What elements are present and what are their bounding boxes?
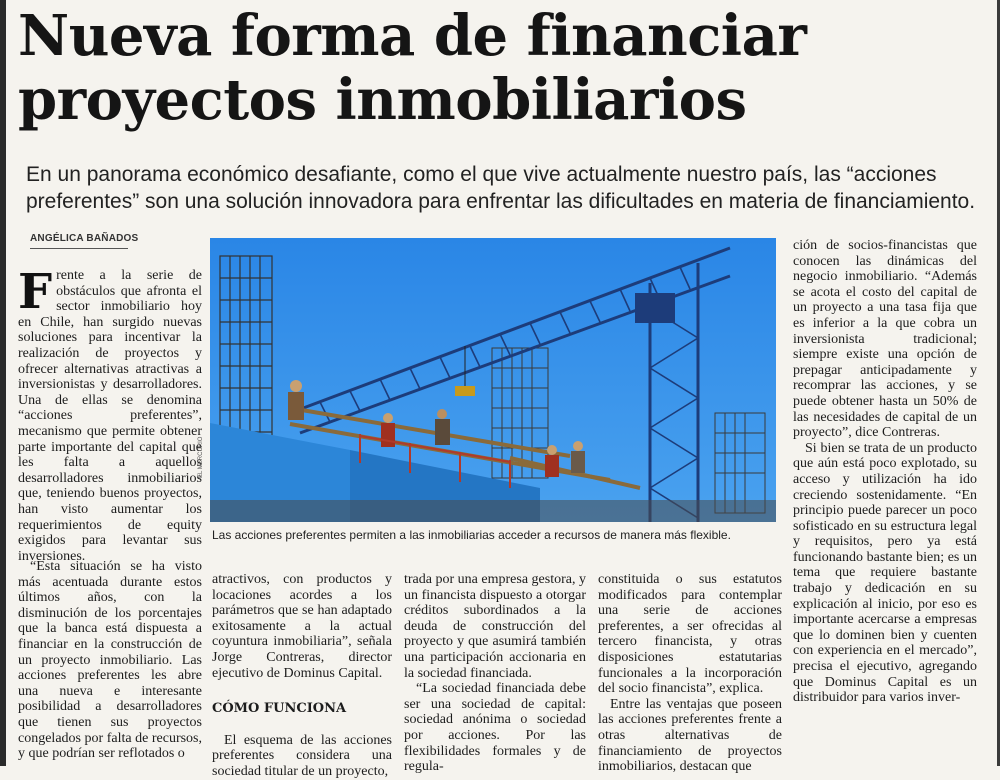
column-1-continued	[18, 559, 202, 762]
photo-credit: EL MERCURIO	[198, 436, 204, 478]
construction-crane-photo	[210, 238, 776, 522]
paragraph: atractivos, con productos y locaciones acordes a los parámetros que se han adaptado exitosamente a la actual coyuntura inmobiliaria”, señala Jorge Contreras, director ejecutivo de Dominus Capital.	[212, 572, 392, 681]
column-1	[18, 264, 202, 564]
byline-rule	[30, 248, 128, 249]
paragraph: “Esta situación se ha visto más acentuada durante estos últimos años, con la disminución de los porcentajes que la banca está dispuesta a financiar en la construcción de un proyecto inmobiliario. Las acciones preferentes les abre una nueva e interesante posibilidad a desarrolladores que tienen sus proyectos congelados por falta de recursos, y que podrían ser reflotados o	[18, 559, 202, 762]
paragraph: constituida o sus estatutos modificados para contemplar una serie de acciones preferentes, a ser ofrecidas al tercero financista, y otras disposiciones estatutarias funcionales a la incorporación del socio financista”, explica.	[598, 572, 782, 697]
column-4	[598, 572, 782, 775]
drop-cap: F	[18, 264, 53, 320]
column-3	[404, 572, 586, 775]
column-5	[793, 238, 977, 706]
deck: En un panorama económico desafiante, como el que vive actualmente nuestro país, las “acciones preferentes” son una solución innovadora para enfrentar las dificultades en materia de financiamiento.	[26, 163, 976, 213]
paragraph: Si bien se trata de un producto que aún está poco explotado, su acceso y utilización ha ido creciendo sostenidamente. “En principio puede parecer un poco sofisticado en su estructura legal y requisitos, pero ya está funcionando bastante bien; es un tema que requiere bastante trabajo y dedicación en su explicación al inicio, por eso es importante acercarse a empresas que lo dominen bien y cuenten con experiencia en el mercado”, precisa el ejecutivo, agregando que Dominus Capital es un distribuidor para varios inver-	[793, 440, 977, 706]
column-2	[212, 572, 392, 780]
byline: ANGÉLICA BAÑADOS	[30, 233, 139, 244]
paragraph: trada por una empresa gestora, y un financista dispuesto a otorgar créditos subordinados a la deuda de construcción del proyecto y que asumirá también una participación accionaria en la sociedad financiada.	[404, 572, 586, 681]
paragraph: El esquema de las acciones preferentes considera una sociedad titular de un proyecto,	[212, 732, 392, 779]
paragraph: “La sociedad financiada debe ser una sociedad de capital: sociedad anónima o sociedad por acciones. Por las flexibilidades formales y de regula-	[404, 681, 586, 775]
paragraph: ción de socios-financistas que conocen las dinámicas del negocio inmobiliario. “Además se acota el costo del capital de un proyecto a una tasa fija que es inferior a la que cobra un inversionista tradicional; siempre existe una opción de prepagar anticipadamente y recomprar las acciones, y se puede obtener hasta un 50% de las necesidades de capital de un proyecto”, dice Contreras.	[793, 238, 977, 441]
lead-paragraph: rente a la serie de obstáculos que afronta el sector inmobiliario hoy en Chile, han surgido nuevas soluciones para incentivar la realización de proyectos y ofrecer alternativas atractivas a inversionistas y desarrolladores. Una de ellas se denomina “acciones preferentes”, mecanismo que permite obtener parte importante del capital que les falta a aquellos desarrolladores inmobiliarios que, teniendo buenos proyectos, han visto aumentar los requerimientos de equity exigidos para levantar sus inversiones.	[18, 268, 202, 564]
subhead: CÓMO FUNCIONA	[212, 701, 347, 717]
paragraph: Entre las ventajas que poseen las acciones preferentes frente a otras alternativas de financiamiento de proyectos inmobiliarios, destacan que	[598, 696, 782, 775]
page-edge-left	[0, 0, 6, 766]
construction-photo	[210, 238, 776, 522]
photo-caption: Las acciones preferentes permiten a las inmobiliarias acceder a recursos de manera más flexible.	[212, 528, 731, 542]
headline: Nueva forma de financiar proyectos inmobiliarios	[18, 3, 807, 133]
